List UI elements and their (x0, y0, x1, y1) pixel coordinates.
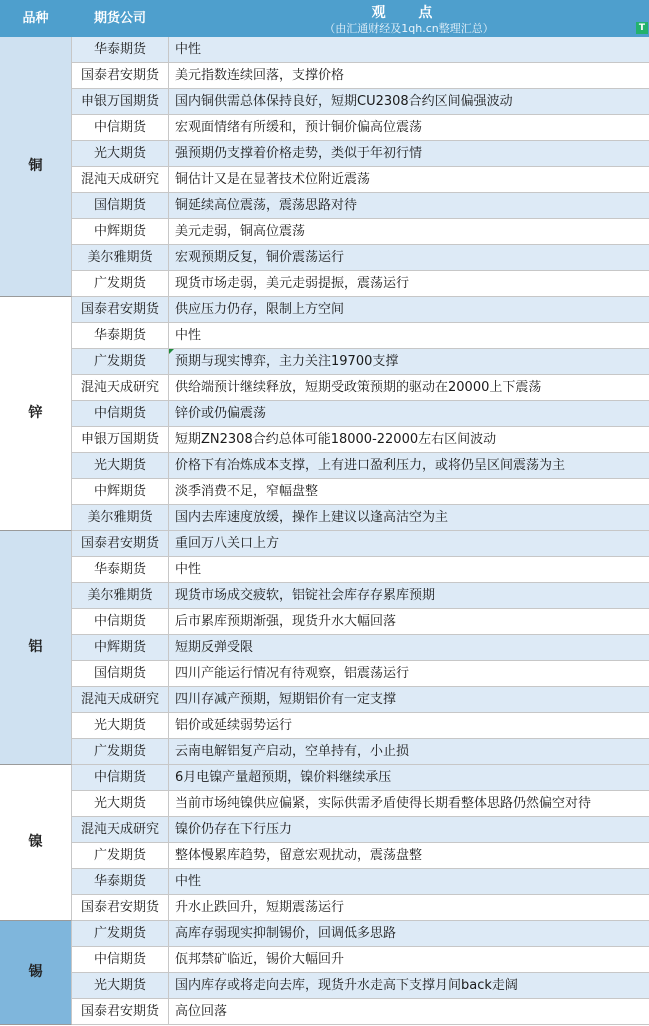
view-cell: 国内库存或将走向去库，现货升水走高下支撑月间back走阔 (175, 978, 518, 993)
view-cell: 现货市场成交疲软，铝锭社会库存存累库预期 (175, 588, 436, 603)
header-company: 期货公司 (93, 11, 146, 26)
view-cell: 四川产能运行情况有待观察，铝震荡运行 (175, 666, 410, 681)
view-cell: 高库存弱现实抑制锡价，回调低多思路 (175, 926, 397, 941)
company-cell: 广发期货 (72, 843, 169, 868)
company-cell: 申银万国期货 (72, 89, 169, 114)
variety-label: 锡 (0, 921, 72, 1025)
table-row (72, 635, 649, 661)
table-row (72, 661, 649, 687)
table-row (72, 349, 649, 375)
company-cell: 中信期货 (72, 115, 169, 140)
company-cell: 国泰君安期货 (72, 999, 169, 1024)
view-cell: 供给端预计继续释放，短期受政策预期的驱动在20000上下震荡 (175, 380, 542, 395)
view-cell: 中性 (175, 874, 202, 889)
table-row (72, 609, 649, 635)
company-cell: 国信期货 (72, 661, 169, 686)
table-row (72, 89, 649, 115)
table-row (72, 115, 649, 141)
view-cell: 中性 (175, 562, 202, 577)
company-cell: 国泰君安期货 (72, 63, 169, 88)
table-row (72, 453, 649, 479)
table-row (72, 869, 649, 895)
header-view (169, 0, 649, 37)
view-cell: 铝价或延续弱势运行 (175, 718, 293, 733)
table-row (72, 219, 649, 245)
company-cell: 申银万国期货 (72, 427, 169, 452)
company-cell: 华泰期货 (72, 557, 169, 582)
header-variety: 品种 (22, 11, 49, 26)
view-cell: 宏观面情绪有所缓和，预计铜价偏高位震荡 (175, 120, 423, 135)
company-cell: 混沌天成研究 (72, 687, 169, 712)
table-row (72, 895, 649, 921)
filter-badge-icon[interactable]: T (636, 22, 648, 34)
table-row (72, 479, 649, 505)
table-row (72, 37, 649, 63)
view-cell: 四川存减产预期，短期铝价有一定支撑 (175, 692, 397, 707)
table-row (72, 271, 649, 297)
view-cell: 中性 (175, 328, 202, 343)
company-cell: 光大期货 (72, 791, 169, 816)
view-cell: 宏观预期反复，铜价震荡运行 (175, 250, 345, 265)
table-row (72, 141, 649, 167)
company-cell: 华泰期货 (72, 323, 169, 348)
table-row (72, 505, 649, 531)
company-cell: 混沌天成研究 (72, 375, 169, 400)
header-view-subtitle: （由汇通财经及1qh.cn整理汇总） (324, 22, 494, 35)
view-cell: 短期ZN2308合约总体可能18000-22000左右区间波动 (175, 432, 497, 447)
variety-label: 铜 (0, 37, 72, 297)
view-cell: 美元走弱，铜高位震荡 (175, 224, 306, 239)
table-row (72, 765, 649, 791)
table-row (72, 843, 649, 869)
table-row (72, 427, 649, 453)
company-cell: 广发期货 (72, 271, 169, 296)
company-cell: 中信期货 (72, 401, 169, 426)
view-cell: 锌价或仍偏震荡 (175, 406, 267, 421)
table-row (72, 323, 649, 349)
variety-label: 铝 (0, 531, 72, 765)
table-row (72, 999, 649, 1025)
company-cell: 混沌天成研究 (72, 817, 169, 842)
company-cell: 广发期货 (72, 739, 169, 764)
table-row (72, 401, 649, 427)
company-cell: 中辉期货 (72, 219, 169, 244)
view-cell: 中性 (175, 42, 202, 57)
table-row (72, 739, 649, 765)
table-row (72, 973, 649, 999)
table-row (72, 193, 649, 219)
variety-label: 锌 (0, 297, 72, 531)
cell-comment-indicator-icon[interactable] (169, 349, 174, 354)
view-cell: 短期反弹受限 (175, 640, 254, 655)
table-row (72, 921, 649, 947)
view-cell: 镍价仍存在下行压力 (175, 822, 293, 837)
company-cell: 混沌天成研究 (72, 167, 169, 192)
view-cell: 美元指数连续回落，支撑价格 (175, 68, 345, 83)
company-cell: 国泰君安期货 (72, 297, 169, 322)
view-cell: 6月电镍产量超预期，镍价料继续承压 (175, 770, 392, 785)
variety-group (0, 37, 649, 297)
view-cell: 价格下有冶炼成本支撑，上有进口盈利压力，或将仍呈区间震荡为主 (175, 458, 566, 473)
table-header (0, 0, 649, 37)
company-cell: 华泰期货 (72, 37, 169, 62)
view-cell: 整体慢累库趋势，留意宏观扰动，震荡盘整 (175, 848, 423, 863)
company-cell: 广发期货 (72, 921, 169, 946)
company-cell: 中辉期货 (72, 635, 169, 660)
table-row (72, 167, 649, 193)
company-cell: 光大期货 (72, 453, 169, 478)
table-row (72, 297, 649, 323)
variety-label: 镍 (0, 765, 72, 921)
view-cell: 重回万八关口上方 (175, 536, 280, 551)
table-row (72, 557, 649, 583)
view-cell: 预期与现实博弈，主力关注19700支撑 (175, 354, 399, 369)
company-cell: 美尔雅期货 (72, 583, 169, 608)
variety-group (0, 765, 649, 921)
table-row (72, 713, 649, 739)
company-cell: 光大期货 (72, 973, 169, 998)
view-cell: 现货市场走弱，美元走弱提振，震荡运行 (175, 276, 410, 291)
view-cell: 国内铜供需总体保持良好，短期CU2308合约区间偏强波动 (175, 94, 513, 109)
table-row (72, 245, 649, 271)
table-row (72, 791, 649, 817)
view-cell: 国内去库速度放缓，操作上建议以逢高沽空为主 (175, 510, 449, 525)
view-cell: 供应压力仍存，限制上方空间 (175, 302, 345, 317)
table-row (72, 375, 649, 401)
company-cell: 光大期货 (72, 713, 169, 738)
view-cell: 铜估计又是在显著技术位附近震荡 (175, 172, 371, 187)
table-row (72, 583, 649, 609)
view-cell: 当前市场纯镍供应偏紧，实际供需矛盾使得长期看整体思路仍然偏空对待 (175, 796, 592, 811)
company-cell: 广发期货 (72, 349, 169, 374)
view-cell: 高位回落 (175, 1004, 228, 1019)
table-row (72, 947, 649, 973)
view-cell: 佤邦禁矿临近，锡价大幅回升 (175, 952, 345, 967)
variety-group (0, 297, 649, 531)
company-cell: 国泰君安期货 (72, 895, 169, 920)
company-cell: 美尔雅期货 (72, 505, 169, 530)
table-row (72, 817, 649, 843)
company-cell: 中辉期货 (72, 479, 169, 504)
company-cell: 中信期货 (72, 609, 169, 634)
table-row (72, 531, 649, 557)
company-cell: 中信期货 (72, 765, 169, 790)
company-cell: 中信期货 (72, 947, 169, 972)
view-cell: 强预期仍支撑着价格走势，类似于年初行情 (175, 146, 423, 161)
view-cell: 后市累库预期渐强，现货升水大幅回落 (175, 614, 397, 629)
company-cell: 美尔雅期货 (72, 245, 169, 270)
variety-group (0, 531, 649, 765)
view-cell: 云南电解铝复产启动，空单持有，小止损 (175, 744, 410, 759)
company-cell: 光大期货 (72, 141, 169, 166)
variety-group (0, 921, 649, 1025)
header-view-title: 观 点 (371, 5, 447, 21)
view-cell: 铜延续高位震荡，震荡思路对待 (175, 198, 358, 213)
view-cell: 淡季消费不足，窄幅盘整 (175, 484, 319, 499)
table-row (72, 687, 649, 713)
table-row (72, 63, 649, 89)
company-cell: 华泰期货 (72, 869, 169, 894)
company-cell: 国信期货 (72, 193, 169, 218)
view-cell: 升水止跌回升，短期震荡运行 (175, 900, 345, 915)
company-cell: 国泰君安期货 (72, 531, 169, 556)
